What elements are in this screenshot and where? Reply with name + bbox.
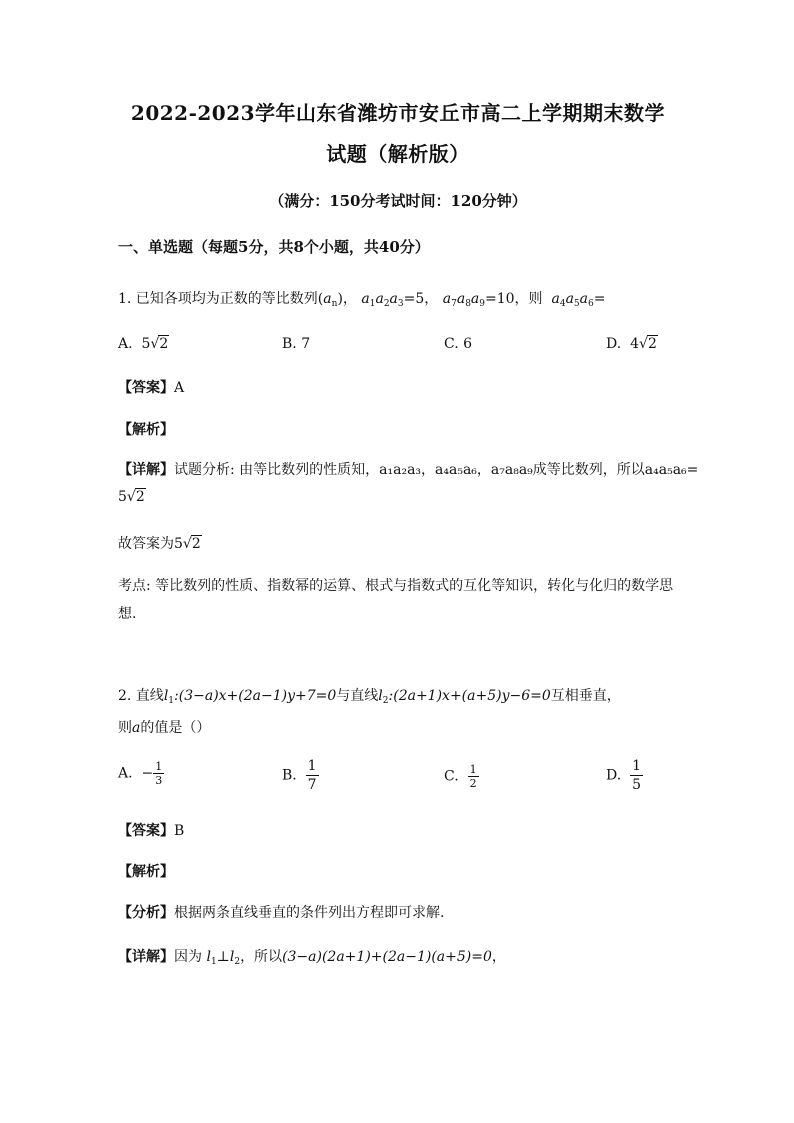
exam-info: （满分：150分考试时间：120分钟）	[269, 192, 527, 210]
q2-option-a-letter: A.	[118, 765, 133, 782]
q1-stem-text-d: =10，则	[485, 291, 543, 307]
q2-option-d	[606, 757, 643, 794]
q1-detail-text: 试题分析: 由等比数列的性质知，a₁a₂a₃，a₄a₅a₆，a₇a₈a₉成等比数列，所以a₄a₅a₆=	[174, 462, 699, 478]
q1-detail-radicand: 2	[135, 489, 145, 505]
question-1-stem	[118, 288, 605, 309]
q2-answer-label: 【答案】	[118, 823, 174, 839]
section-heading: 一、单选题（每题5分，共8个小题，共40分）	[118, 238, 430, 256]
q2-option-a	[118, 760, 164, 787]
q2-answer-value: B	[174, 823, 185, 839]
q1-answer-value: A	[174, 380, 185, 396]
q2-detail	[118, 946, 506, 967]
q2-stem-text-c: 互相垂直，	[550, 688, 621, 704]
document-title-line2: 试题（解析版）	[326, 142, 470, 166]
q2-option-c-fraction	[468, 763, 479, 790]
q2-detail-perp: ⊥	[216, 949, 230, 965]
q2-option-d-numerator: 1	[632, 758, 642, 774]
q2-option-a-denominator: 3	[155, 774, 163, 787]
q2-option-b-letter: B.	[282, 767, 297, 784]
q2-variable-a: a	[132, 720, 141, 736]
q2-detail-equation: (3−a)(2a+1)+(2a−1)(a+5)=0	[282, 949, 492, 965]
q2-option-c-denominator: 2	[469, 777, 477, 790]
q2-stem-text-a: 2. 直线	[118, 688, 164, 704]
q1-product-123: $a_1a_2a_3$	[361, 291, 404, 309]
q1-option-a-radicand: 2	[159, 336, 169, 352]
q1-final-text: 故答案为	[118, 536, 174, 552]
q2-detail-text-c: ，	[491, 949, 506, 965]
q2-option-b	[282, 757, 319, 794]
q2-fenxi	[118, 902, 444, 922]
q2-detail-text-a: 因为	[174, 949, 202, 965]
q1-kaodian-line1: 考点: 等比数列的性质、指数幂的运算、根式与指数式的互化等知识，转化与化归的数学思	[118, 578, 674, 594]
q2-option-b-fraction	[306, 757, 319, 794]
q2-stem-text-d2: 的值是（）	[140, 720, 211, 736]
q2-option-c-letter: C.	[444, 768, 459, 785]
q2-equation-1: :(3−a)x+(2a−1)y+7=0	[174, 688, 337, 704]
q2-line1-symbol: $l_1$	[163, 688, 175, 706]
q2-line2-symbol: $l_2$	[378, 688, 389, 706]
q1-stem-text-e: =	[593, 291, 606, 307]
q1-option-a: A. 5√2	[118, 336, 169, 352]
q2-analysis-label: 【解析】	[118, 864, 174, 880]
q1-stem-text-c: =5，	[403, 291, 439, 307]
q2-detail-text-b: ，所以	[240, 949, 283, 965]
q2-detail-l2: $l_2$	[229, 949, 241, 967]
question-2-stem	[118, 685, 621, 706]
q2-detail-label: 【详解】	[118, 949, 174, 965]
question-2-stem-line2	[118, 717, 210, 737]
q1-product-789: $a_7a_8a_9$	[442, 291, 486, 309]
q2-option-c	[444, 763, 479, 790]
q1-option-d-radicand: 2	[647, 336, 657, 352]
q1-detail	[118, 459, 698, 479]
q2-option-c-numerator: 1	[469, 763, 477, 776]
q2-stem-text-b: 与直线	[336, 688, 379, 704]
q2-option-b-denominator: 7	[307, 777, 317, 793]
q1-answer-label: 【答案】	[118, 380, 174, 396]
q1-option-c: C. 6	[444, 336, 473, 352]
q2-answer	[118, 820, 184, 840]
document-title-line1: 2022-2023学年山东省潍坊市安丘市高二上学期期末数学	[130, 101, 666, 125]
q1-option-d: D. 4√2	[606, 336, 657, 352]
q1-stem-text-b: )，	[337, 291, 357, 307]
q1-option-d-letter: D.	[606, 336, 622, 352]
q1-analysis-label: 【解析】	[118, 422, 174, 438]
q1-stem-text-a: 1. 已知各项均为正数的等比数列(	[118, 291, 324, 307]
q1-detail-coef: 5	[118, 489, 127, 505]
q1-answer	[118, 377, 184, 397]
q2-option-d-denominator: 5	[632, 777, 642, 793]
q2-equation-2: :(2a+1)x+(a+5)y−6=0	[388, 688, 551, 704]
q1-final-coef: 5	[174, 536, 183, 552]
q2-option-b-numerator: 1	[307, 758, 317, 774]
q2-stem-text-d1: 则	[118, 720, 132, 736]
q1-detail-result: 5√2	[118, 489, 145, 505]
q1-option-b: B. 7	[282, 336, 311, 352]
q2-option-a-fraction	[153, 760, 164, 787]
q2-option-a-sign: −	[141, 765, 154, 782]
q2-option-d-fraction	[630, 757, 643, 794]
q2-option-d-letter: D.	[606, 767, 622, 784]
q1-option-d-coef: 4	[630, 336, 640, 352]
q2-fenxi-label: 【分析】	[118, 905, 174, 921]
q1-final-radicand: 2	[191, 536, 201, 552]
q1-option-a-coef: 5	[141, 336, 151, 352]
q2-detail-l1: $l_1$	[206, 949, 217, 967]
q1-product-456: $a_4a_5a_6$	[551, 291, 594, 309]
q1-seq-symbol: $a_n$	[323, 291, 338, 309]
q1-final: 故答案为5√2	[118, 536, 201, 552]
q1-detail-label: 【详解】	[118, 462, 174, 478]
q2-fenxi-text: 根据两条直线垂直的条件列出方程即可求解.	[174, 905, 445, 921]
q2-option-a-numerator: 1	[155, 760, 163, 773]
q1-option-a-letter: A.	[118, 336, 133, 352]
q1-kaodian-line2: 想.	[118, 606, 137, 622]
